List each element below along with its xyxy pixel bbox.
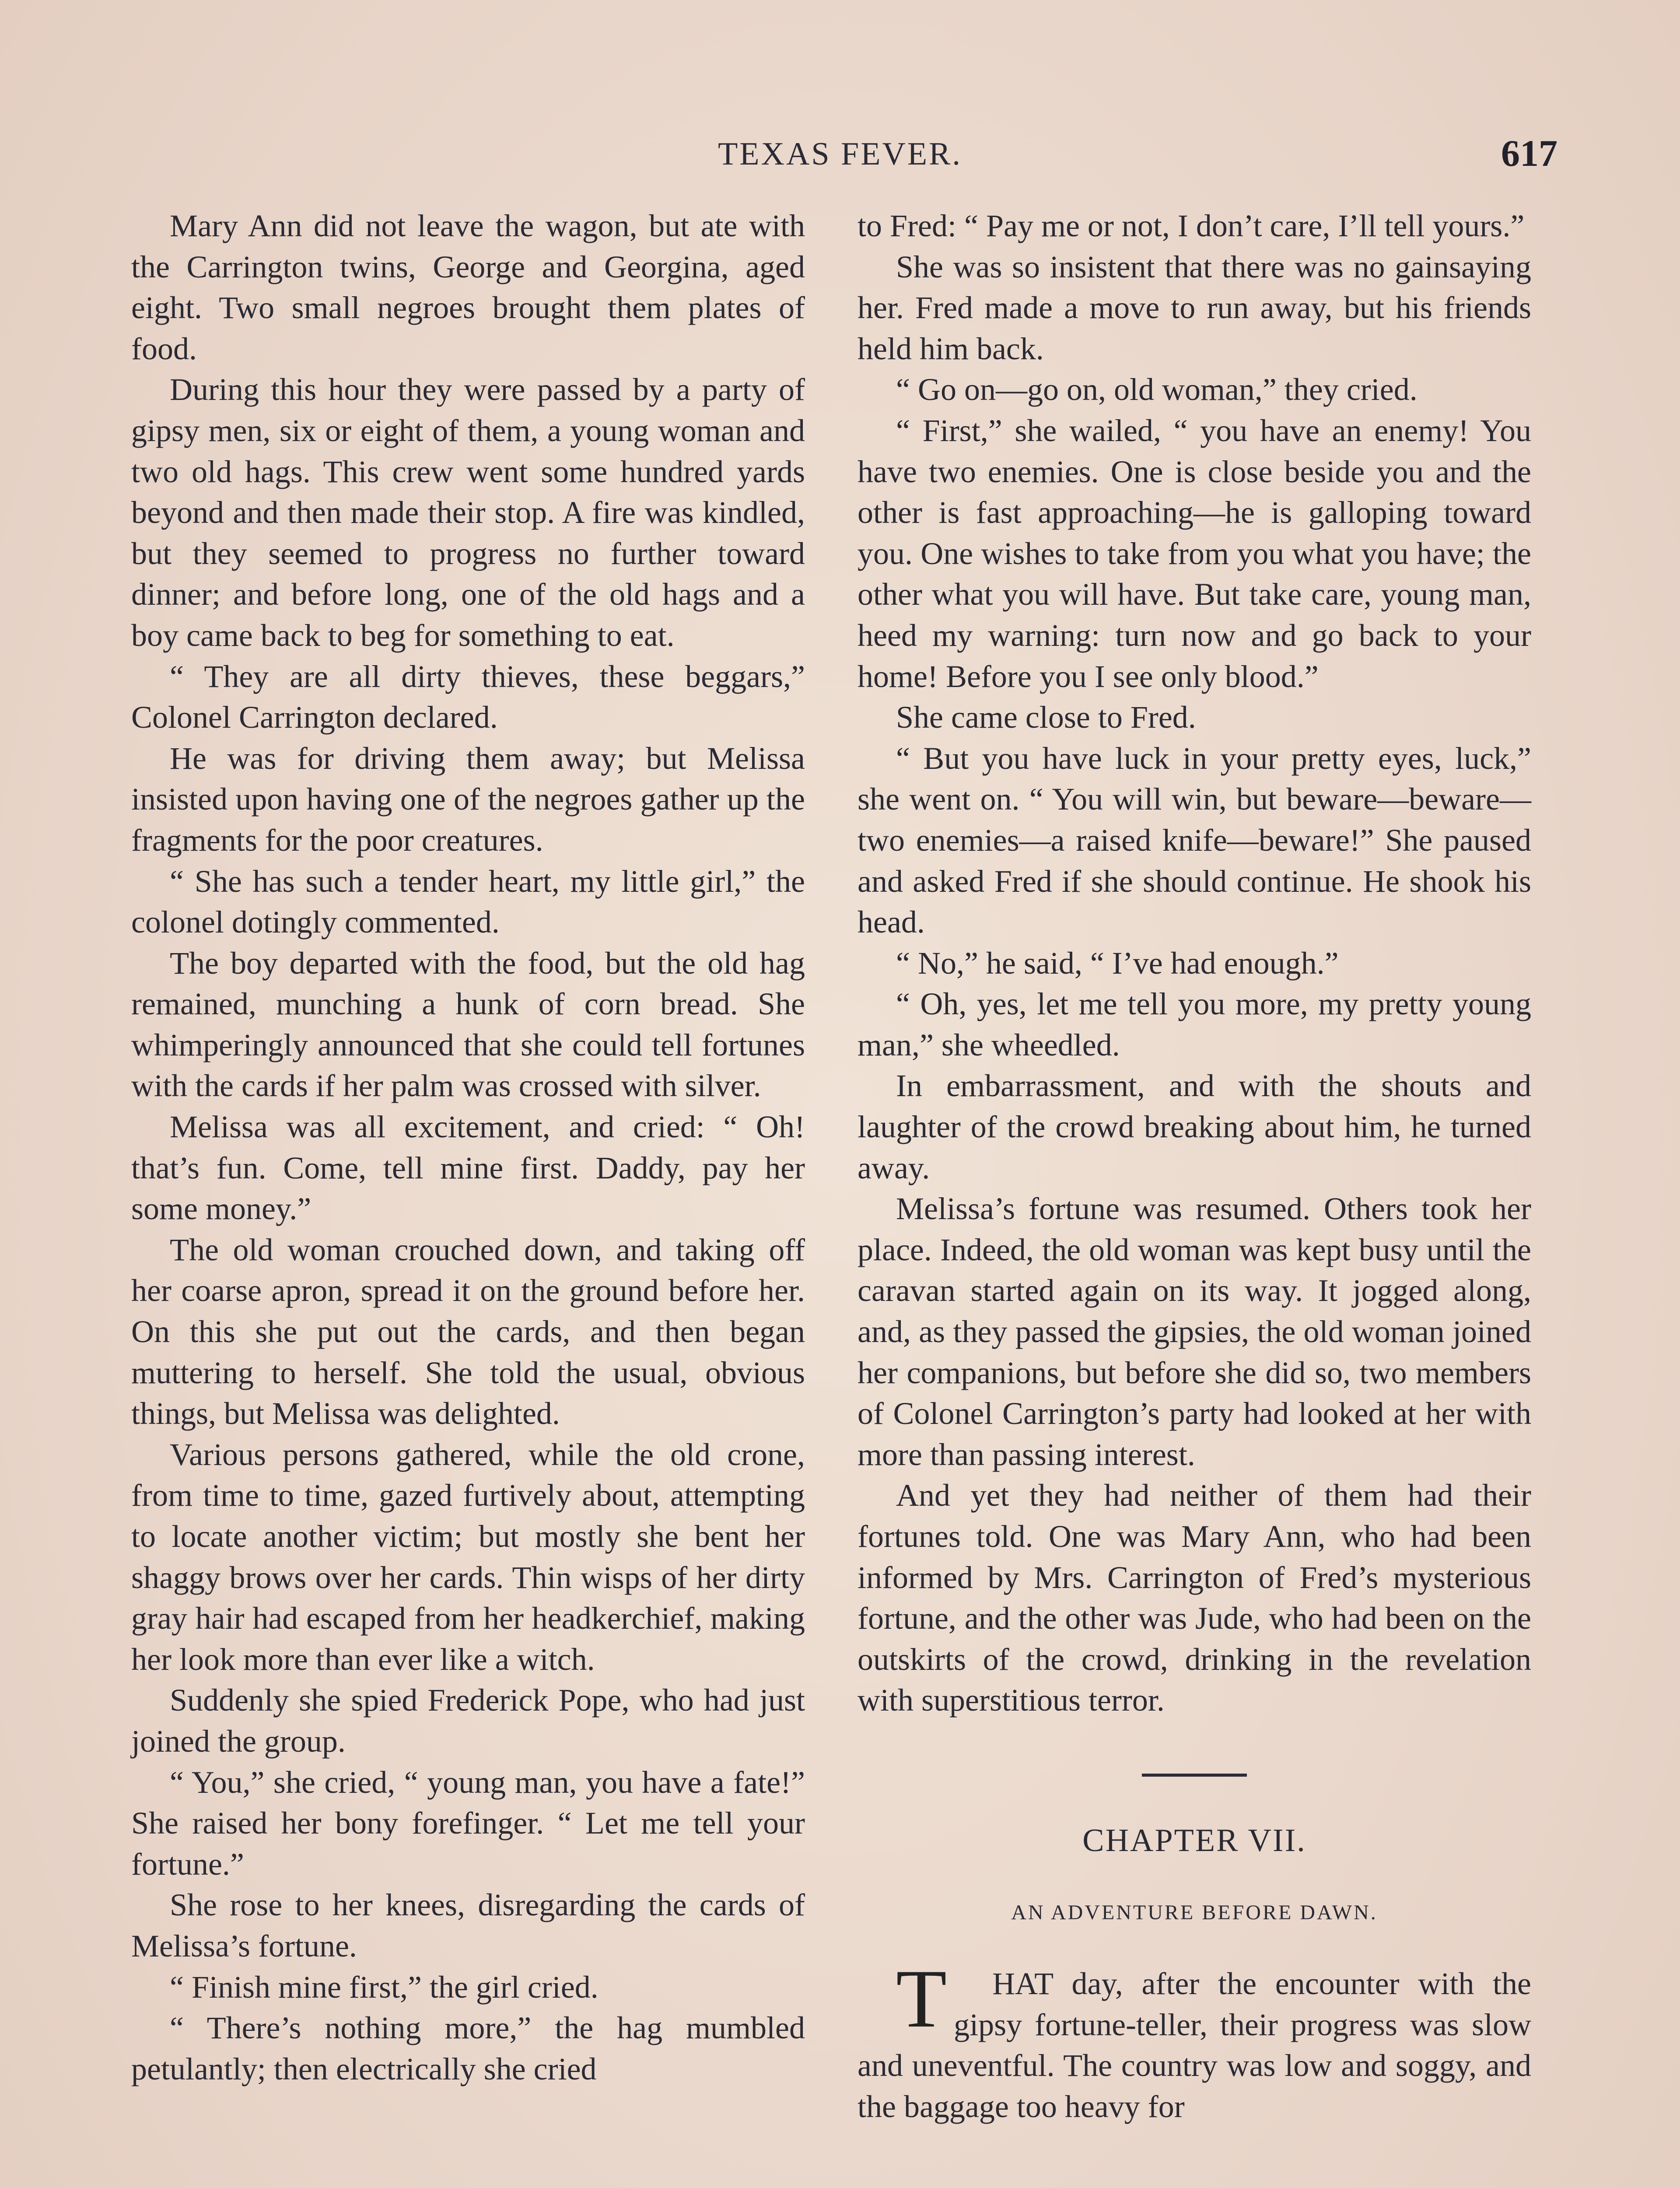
running-head	[131, 131, 1558, 179]
paragraph: The old woman crouched down, and taking off her coarse apron, spread it on the ground before her. On this she put out the cards, and then began muttering to herself. She told the usual, obvious things, but Melissa was delighted.	[131, 1232, 805, 1431]
section-divider	[1142, 1774, 1247, 1777]
paragraph: Melissa was all excitement, and cried: “ Oh! that’s fun. Come, tell mine first. Daddy, pay her some money.”	[131, 1109, 805, 1227]
paragraph: “ Finish mine first,” the girl cried.	[170, 1969, 598, 2005]
paragraph: The boy departed with the food, but the old hag remained, munching a hunk of corn bread. She whimperingly announced that she could tell fortunes with the cards if her palm was crossed with silver.	[131, 945, 805, 1104]
paragraph: “ You,” she cried, “ young man, you have a fate!” She raised her bony forefinger. “ Let me tell your fortune.”	[131, 1764, 805, 1882]
paragraph: “ First,” she wailed, “ you have an enemy! You have two enemies. One is close beside you and the other is fast approaching—he is galloping toward you. One wishes to take from you what you have; the other what you will have. But take care, young man, heed my warning: turn now and go back to your home! Before you I see only blood.”	[858, 413, 1531, 694]
paragraph: And yet they had neither of them had their fortunes told. One was Mary Ann, who had been informed by Mrs. Carrington of Fred’s mysterious fortune, and the other was Jude, who had been on the outskirts of the crowd, drinking in the revelation with superstitious terror.	[858, 1478, 1531, 1718]
paragraph: During this hour they were passed by a party of gipsy men, six or eight of them, a young woman and two old hags. This crew went some hundred yards beyond and then made their stop. A fire was kindled, but they seemed to progress no further toward dinner; and before long, one of the old hags and a boy came back to beg for something to eat.	[131, 372, 805, 653]
paragraph: “ But you have luck in your pretty eyes, luck,” she went on. “ You will win, but beware—beware—two enemies—a raised knife—beware!” She paused and asked Fred if she should continue. He shook his head.	[858, 740, 1531, 940]
chapter-opening	[858, 1953, 1531, 2127]
running-title: TEXAS FEVER.	[718, 136, 962, 172]
right-column	[858, 206, 1531, 2128]
paragraph: Suddenly she spied Frederick Pope, who had just joined the group.	[131, 1683, 805, 1759]
paragraph: She came close to Fred.	[896, 700, 1196, 735]
page-number: 617	[1501, 132, 1558, 174]
drop-cap: T	[896, 1953, 947, 2045]
paragraph: Mary Ann did not leave the wagon, but ate with the Carrington twins, George and Georgina, aged eight. Two small negroes brought them plates of food.	[131, 208, 805, 366]
paragraph: “ Go on—go on, old woman,” they cried.	[896, 372, 1418, 407]
paragraph: “ She has such a tender heart, my little girl,” the colonel dotingly commented.	[131, 863, 805, 940]
paragraph: She rose to her knees, disregarding the cards of Melissa’s fortune.	[131, 1887, 805, 1964]
paragraph: She was so insistent that there was no gainsaying her. Fred made a move to run away, but his friends held him back.	[858, 249, 1531, 366]
paragraph: In embarrassment, and with the shouts and laughter of the crowd breaking about him, he turned away.	[858, 1068, 1531, 1185]
left-column	[131, 206, 805, 2090]
paragraph-continued: to Fred: “ Pay me or not, I don’t care, I’ll tell yours.”	[858, 208, 1525, 243]
chapter-subtitle: AN ADVENTURE BEFORE DAWN.	[1011, 1900, 1378, 1924]
paragraph: “ No,” he said, “ I’ve had enough.”	[896, 945, 1339, 981]
paragraph: “ They are all dirty thieves, these beggars,” Colonel Carrington declared.	[131, 659, 805, 735]
paragraph: “ There’s nothing more,” the hag mumbled petulantly; then electrically she cried	[131, 2010, 805, 2086]
chapter-title: CHAPTER VII.	[1082, 1822, 1306, 1858]
paragraph: “ Oh, yes, let me tell you more, my pretty young man,” she wheedled.	[858, 986, 1531, 1062]
paragraph: He was for driving them away; but Melissa insisted upon having one of the negroes gather up the fragments for the poor creatures.	[131, 740, 805, 858]
paragraph: Various persons gathered, while the old crone, from time to time, gazed furtively about, attempting to locate another victim; but mostly she bent her shaggy brows over her cards. Thin wisps of her dirty gray hair had escaped from her headkerchief, making her look more than ever like a witch.	[131, 1437, 805, 1677]
paragraph: Melissa’s fortune was resumed. Others took her place. Indeed, the old woman was kept busy until the caravan started again on its way. It jogged along, and, as they passed the gipsies, the old woman joined her companions, but before she did so, two members of Colonel Carrington’s party had looked at her with more than passing interest.	[858, 1191, 1531, 1472]
chapter-opening-text: HAT day, after the encounter with the gipsy fortune-teller, their progress was slow and uneventful. The country was low and soggy, and the baggage too heavy for	[858, 1966, 1531, 2124]
